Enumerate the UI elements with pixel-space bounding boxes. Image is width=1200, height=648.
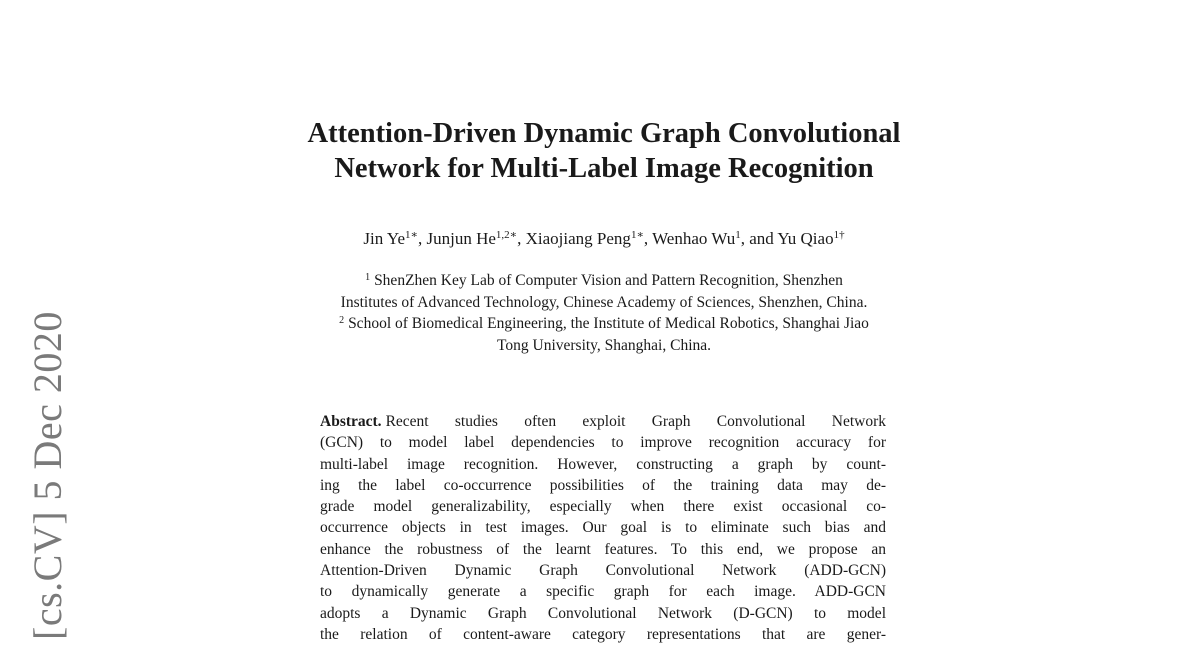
author-list [230,228,978,250]
affiliation-2-line-1: $^2$ School of Biomedical Engineering, the Institute of Medical Robotics, Shanghai Jiao [339,315,869,332]
affiliation-1-mark: 1 [365,272,371,283]
abstract-line: the relation of content-aware category representations that are gener- [320,625,886,643]
arxiv-margin-stamp: [cs.CV] 5 Dec 2020 [25,311,70,640]
abstract-line: adopts a Dynamic Graph Convolutional Network (D-GCN) to model [320,604,886,622]
abstract-line: Abstract. Recent studies often exploit Graph Convolutional Network [320,413,886,430]
abstract [320,411,886,645]
abstract-line: enhance the robustness of the learnt features. To this end, we propose an [320,540,886,558]
author: Jin $Ye^{1∗}$, [363,229,427,248]
abstract-line: to dynamically generate a specific graph for each image. ADD-GCN [320,583,886,601]
abstract-line: ing the label co-occurrence possibilities of the training data may de- [320,476,886,494]
paper-title [230,116,978,186]
abstract-line: occurrence objects in test images. Our goal is to eliminate such bias and [320,519,886,537]
abstract-line: grade model generalizability, especially when there exist occasional co- [320,498,886,516]
affiliations [230,270,978,356]
affiliation-1-line-2: Institutes of Advanced Technology, Chinese Academy of Sciences, Shenzhen, China. [340,293,868,311]
author: Xiaojiang Peng$^{1∗}$, [525,229,653,248]
abstract-line: Attention-Driven Dynamic Graph Convolutional Network (ADD-GCN) [320,562,886,580]
paper-title-line-1: Attention-Driven Dynamic Graph Convolutional [307,118,901,149]
abstract-label: Abstract. [320,413,382,430]
author: Wenhao Wu$^1$, and [652,229,778,248]
author: Yu Qiao$^{1\dagger}$ [777,229,845,248]
affiliation-2-line-2: Tong University, Shanghai, China. [496,336,712,354]
affiliation-2-mark: 2 [339,315,345,326]
author: Junjun $He^{1,2∗}$, [426,229,526,248]
affiliation-1-line-1: $^1$ ShenZhen Key Lab of Computer Vision and Pattern Recognition, Shenzhen [365,272,843,289]
abstract-line: (GCN) to model label dependencies to improve recognition accuracy for [320,434,886,452]
abstract-line: multi-label image recognition. However, constructing a graph by count- [320,455,886,473]
paper-title-line-2: Network for Multi-Label Image Recognition [334,153,874,184]
